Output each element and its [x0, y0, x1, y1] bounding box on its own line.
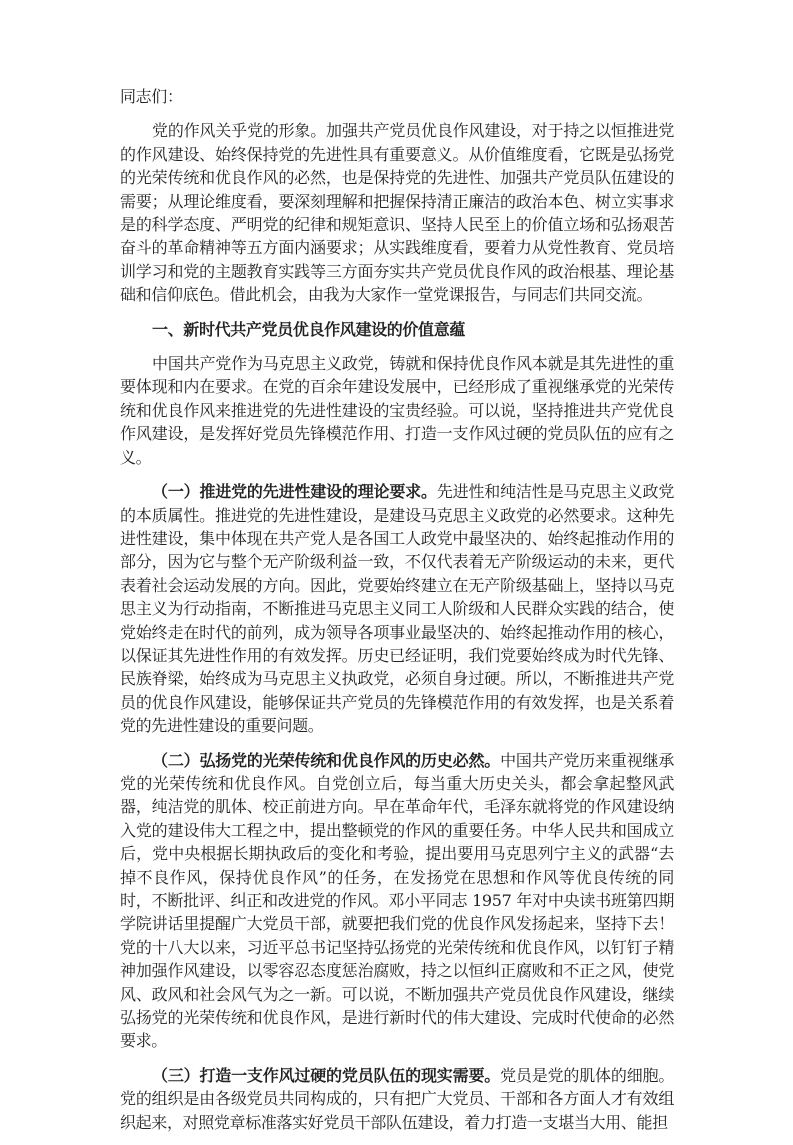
- section-heading: 一、新时代共产党员优良作风建设的价值意蕴: [152, 319, 466, 339]
- subsection-lead: （二）弘扬党的光荣传统和优良作风的历史必然。: [152, 750, 501, 770]
- subsection-body: 先进性和纯洁性是马克思主义政党的本质属性。推进党的先进性建设，是建设马克思主义政党的必然要求。这种先进性建设，集中体现在共产党人是各国工人政党中最坚决的、始终起推动作用的部分，因为它与整个无产阶级利益一致，不仅代表着无产阶级运动的未来，更代表着社会运动发展的方向。因此，党要始终建立在无产阶级基础上，坚持以马克思主义为行动指南，不断推进马克思主义同工人阶级和人民群众实践的结合，使党始终走在时代的前列，成为领导各项事业最坚决的、始终起推动作用的核心，以保证其先进性作用的有效发挥。历史已经证明，我们党要始终成为时代先锋、民族脊梁，始终成为马克思主义执政党，必须自身过硬。所以，不断推进共产党员的优良作风建设，能够保证共产党员的先锋模范作用的有效发挥，也是关系着党的先进性建设的重要问题。: [120, 482, 674, 736]
- subsection-paragraph: [120, 480, 674, 737]
- subsection-lead: （三）打造一支作风过硬的党员队伍的现实需要。: [152, 1065, 501, 1085]
- document-body: [120, 85, 674, 1145]
- subsection-body: 中国共产党历来重视继承党的光荣传统和优良作风。自党创立后，每当重大历史关头，都会拿起整风武器，纯洁党的肌体、校正前进方向。早在革命年代，毛泽东就将党的作风建设纳入党的建设伟大工程之中，提出整顿党的作风的重要任务。中华人民共和国成立后，党中央根据长期执政后的变化和考验，提出要用马克思列宁主义的武器“去掉不良作风，保持优良作风”的任务，在发扬党在思想和作风等优良传统的同时，不断批评、纠正和改进党的作风。邓小平同志 1957 年对中央读书班第四期学院讲话里提醒广大党员干部，就要把我们党的优良作风发扬起来，坚持下去！党的十八大以来，习近平总书记坚持弘扬党的光荣传统和优良作风，以钉钉子精神加强作风建设，以零容忍态度惩治腐败，持之以恒纠正腐败和不正之风，使党风、政风和社会风气为之一新。可以说，不断加强共产党员优良作风建设，继续弘扬党的光荣传统和优良作风，是进行新时代的伟大建设、完成时代使命的必然要求。: [120, 750, 674, 1051]
- intro-paragraph: 党的作风关乎党的形象。加强共产党员优良作风建设，对于持之以恒推进党的作风建设、始终保持党的先进性具有重要意义。从价值维度看，它既是弘扬党的光荣传统和优良作风的必然，也是保持党的先进性、加强共产党员队伍建设的需要；从理论维度看，要深刻理解和把握保持清正廉洁的政治本色、树立实事求是的科学态度、严明党的纪律和规矩意识、坚持人民至上的价值立场和弘扬艰苦奋斗的革命精神等五方面内涵要求；从实践维度看，要着力从党性教育、党员培训学习和党的主题教育实践等三方面夯实共产党员优良作风的政治根基、理论基础和信仰底色。借此机会，由我为大家作一堂党课报告，与同志们共同交流。: [120, 121, 674, 305]
- subsection-body: 党员是党的肌体的细胞。党的组织是由各级党员共同构成的，只有把广大党员、干部和各方面人才有效组织起来，对照党章标准落实好党员干部队伍建设，着力打造一支堪当大用、能担: [120, 1065, 674, 1132]
- section-paragraph: 中国共产党作为马克思主义政党，铸就和保持优良作风本就是其先进性的重要体现和内在要求。在党的百余年建设发展中，已经形成了重视继承党的光荣传统和优良作风来推进党的先进性建设的宝贵经验。可以说，坚持推进共产党优良作风建设，是发挥好党员先锋模范作用、打造一支作风过硬的党员队伍的应有之义。: [120, 354, 674, 467]
- subsection-paragraph: [120, 1064, 674, 1134]
- salutation: 同志们：: [120, 87, 183, 106]
- subsection-paragraph: [120, 749, 674, 1053]
- subsection-lead: （一）推进党的先进性建设的理论要求。: [152, 482, 437, 502]
